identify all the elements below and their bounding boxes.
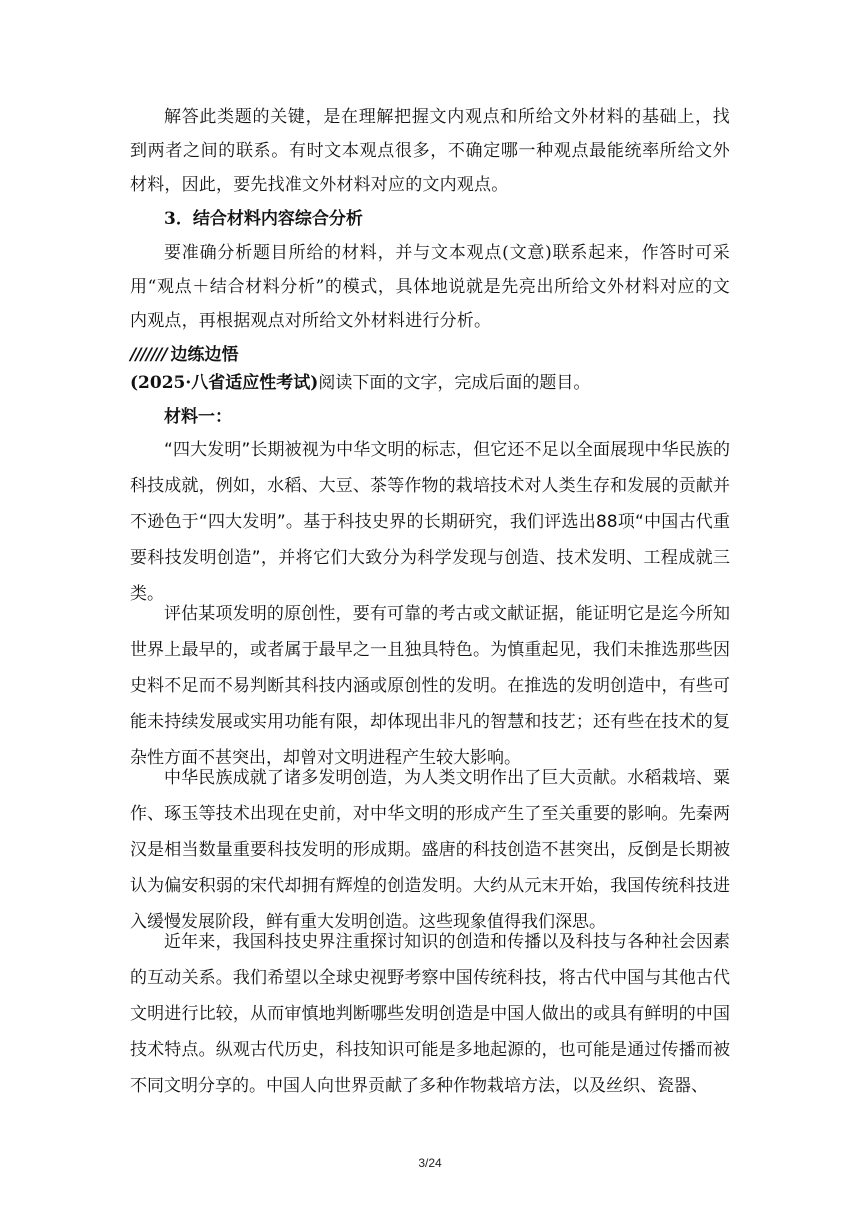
point-3-paragraph: 要准确分析题目所给的材料，并与文本观点(文意)联系起来，作答时可采用“观点＋结合材料分析”的模式，具体地说就是先亮出所给文外材料对应的文内观点，再根据观点对所给文外材料进行分析。 xyxy=(130,243,730,331)
intro-paragraph: 解答此类题的关键，是在理解把握文内观点和所给文外材料的基础上，找到两者之间的联系。有时文本观点很多，不确定哪一种观点最能统率所给文外材料，因此，要先找准文外材料对应的文内观点。 xyxy=(130,107,730,195)
source-citation: (2025·八省适应性考试) xyxy=(130,373,319,393)
material-one-label: 材料一： xyxy=(164,407,232,427)
material-paragraph-3: 中华民族成就了诸多发明创造，为人类文明作出了巨大贡献。水稻栽培、粟作、琢玉等技术出现在史前，对中华文明的形成产生了至关重要的影响。先秦两汉是相当数量重要科技发明的形成期。盛唐的科技创造不甚突出，反倒是长期被认为偏安积弱的宋代却拥有辉煌的创造发明。大约从元末开始，我国传统科技进入缓慢发展阶段，鲜有重大发明创造。这些现象值得我们深思。 xyxy=(130,768,730,932)
section-slashes-decoration: /////// xyxy=(130,345,167,365)
material-paragraph-1: “四大发明”长期被视为中华文明的标志，但它还不足以全面展现中华民族的科技成就，例如，水稻、大豆、茶等作物的栽培技术对人类生存和发展的贡献并不逊色于“四大发明”。基于科技史界的长期研究，我们评选出88项“中国古代重要科技发明创造”，并将它们大致分为科学发现与创造、技术发明、工程成就三类。 xyxy=(130,440,730,604)
source-instruction: 阅读下面的文字，完成后面的题目。 xyxy=(318,373,591,393)
material-paragraph-2: 评估某项发明的原创性，要有可靠的考古或文献证据，能证明它是迄今所知世界上最早的，或者属于最早之一且独具特色。为慎重起见，我们未推选那些因史料不足而不易判断其科技内涵或原创性的发明。在推选的发明创造中，有些可能未持续发展或实用功能有限，却体现出非凡的智慧和技艺；还有些在技术的复杂性方面不甚突出，却曾对文明进程产生较大影响。 xyxy=(130,604,730,768)
point-3-heading: 3．结合材料内容综合分析 xyxy=(164,209,363,229)
page-number: 3/24 xyxy=(418,1156,442,1170)
practice-section-title: 边练边悟 xyxy=(170,345,239,365)
material-paragraph-4: 近年来，我国科技史界注重探讨知识的创造和传播以及科技与各种社会因素的互动关系。我们希望以全球史视野考察中国传统科技，将古代中国与其他古代文明进行比较，从而审慎地判断哪些发明创造是中国人做出的或具有鲜明的中国技术特点。纵观古代历史，科技知识可能是多地起源的，也可能是通过传播而被不同文明分享的。中国人向世界贡献了多种作物栽培方法，以及丝织、瓷器、 xyxy=(130,932,730,1096)
source-line xyxy=(130,366,730,400)
